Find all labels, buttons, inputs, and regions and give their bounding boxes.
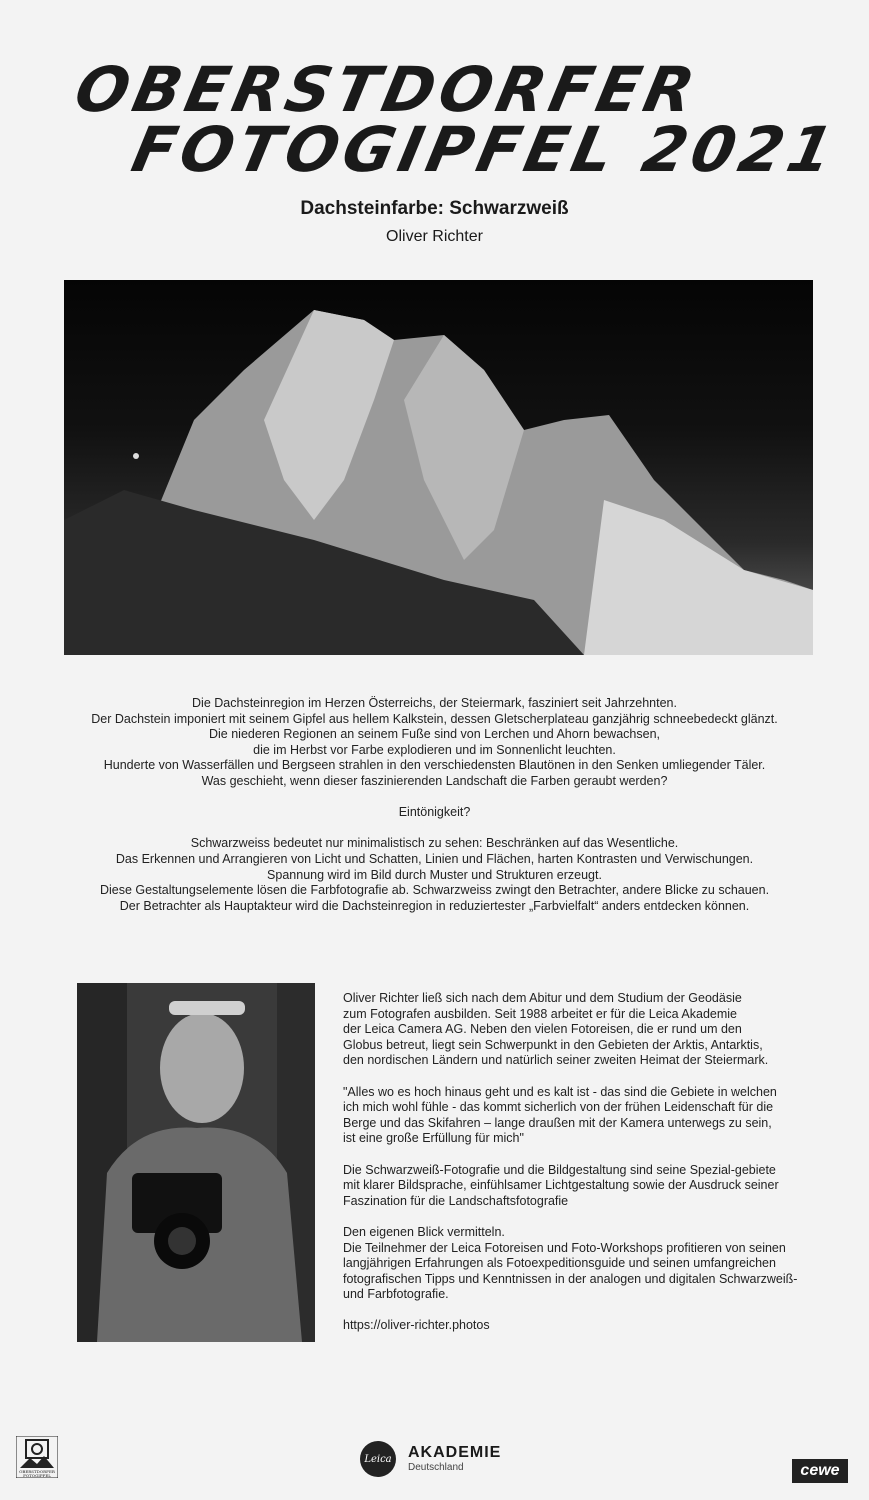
title-line-1: OBERSTDORFER (68, 53, 706, 126)
exhibition-subtitle: Dachsteinfarbe: Schwarzweiß (300, 198, 569, 219)
bio-quote: "Alles wo es hoch hinaus geht und es kalt ist - das sind die Gebiete in welchen ich mich wohl fühle - das kommt sicherlich von der frühen Leidenschaft für die Berge und das Skifahren – lange draußen mit der Kamera unterwegs zu sein, ist eine große Erfüllung für mich" (343, 1084, 777, 1146)
bio-paragraph-4: Den eigenen Blick vermitteln. Die Teilnehmer der Leica Fotoreisen und Foto-Workshops profitieren von seinen langjährigen Erfahrungen als Fotoexpeditionsguide und seinen umfangreichen fotografischen Tipps und Kenntnissen in der analogen und digitalen Schwarzweiß- und Farbfotografie. (343, 1224, 798, 1302)
cewe-logo: cewe (792, 1459, 848, 1483)
intro-paragraph-1: Die Dachsteinregion im Herzen Österreichs, der Steiermark, fasziniert seit Jahrzehnten. Der Dachstein imponiert mit seinem Gipfel aus hellem Kalkstein, dessen Gletscherplateau ganzjährig schneebedeckt glänzt. Die niederen Regionen an seinem Fuße sind von Lerchen und Ahorn bewachsen, die im Herbst vor Farbe explodieren und im Sonnenlicht leuchten. Hunderte von Wasserfällen und Bergseen strahlen in den verschiedensten Blautönen in den Senken umliegender Täler. Was geschieht, wenn dieser faszinierenden Landschaft die Farben geraubt werden? (91, 696, 778, 788)
logo-text-line-1: OBERSTDORFER (19, 1469, 55, 1474)
author-portrait (77, 983, 315, 1342)
title-line-2: FOTOGIPFEL 2021 (125, 113, 845, 186)
leica-akademie-logo (360, 1441, 501, 1477)
poster-title (0, 53, 869, 186)
akademie-country: Deutschland (408, 1462, 464, 1473)
website-link[interactable]: https://oliver-richter.photos (343, 1318, 490, 1333)
akademie-name: AKADEMIE (408, 1444, 502, 1461)
bio-paragraph-3: Die Schwarzweiß-Fotografie und die Bildgestaltung sind seine Spezial-gebiete mit klarer Bildsprache, einfühlsamer Lichtgestaltung sowie der Ausdruck seiner Faszination für die Landschaftsfotografie (343, 1162, 779, 1208)
author-name: Oliver Richter (386, 228, 483, 245)
author-bio (343, 991, 823, 1350)
intro-text (40, 696, 829, 930)
bio-paragraph-1: Oliver Richter ließ sich nach dem Abitur und dem Studium der Geodäsie zum Fotografen ausbilden. Seit 1988 arbeitet er für die Leica Akademie der Leica Camera AG. Neben den vielen Fotoreisen, die er rund um den Globus betreut, liegt sein Schwerpunkt in den Gebieten der Arktis, Antarktis, den nordischen Ländern und natürlich seiner zweiten Heimat der Steiermark. (343, 991, 769, 1068)
intro-question: Eintönigkeit? (398, 805, 471, 820)
fotogipfel-logo (16, 1436, 58, 1478)
logo-text-line-2: FOTOGIPFEL (23, 1473, 51, 1478)
leica-logo-icon: Leica (360, 1441, 396, 1477)
intro-paragraph-2: Schwarzweiss bedeutet nur minimalistisch zu sehen: Beschränken auf das Wesentliche. Das Erkennen und Arrangieren von Licht und Schatten, Linien und Flächen, harten Kontrasten und Verwischungen. Spannung wird im Bild durch Muster und Strukturen erzeugt. Diese Gestaltungselemente lösen die Farbfotografie ab. Schwarzweiss zwingt den Betrachter, andere Blicke zu schauen. Der Betrachter als Hauptakteur wird die Dachsteinregion in reduziertester „Farbvielfalt“ anders entdecken können. (99, 836, 770, 913)
dachstein-photo (64, 280, 813, 655)
